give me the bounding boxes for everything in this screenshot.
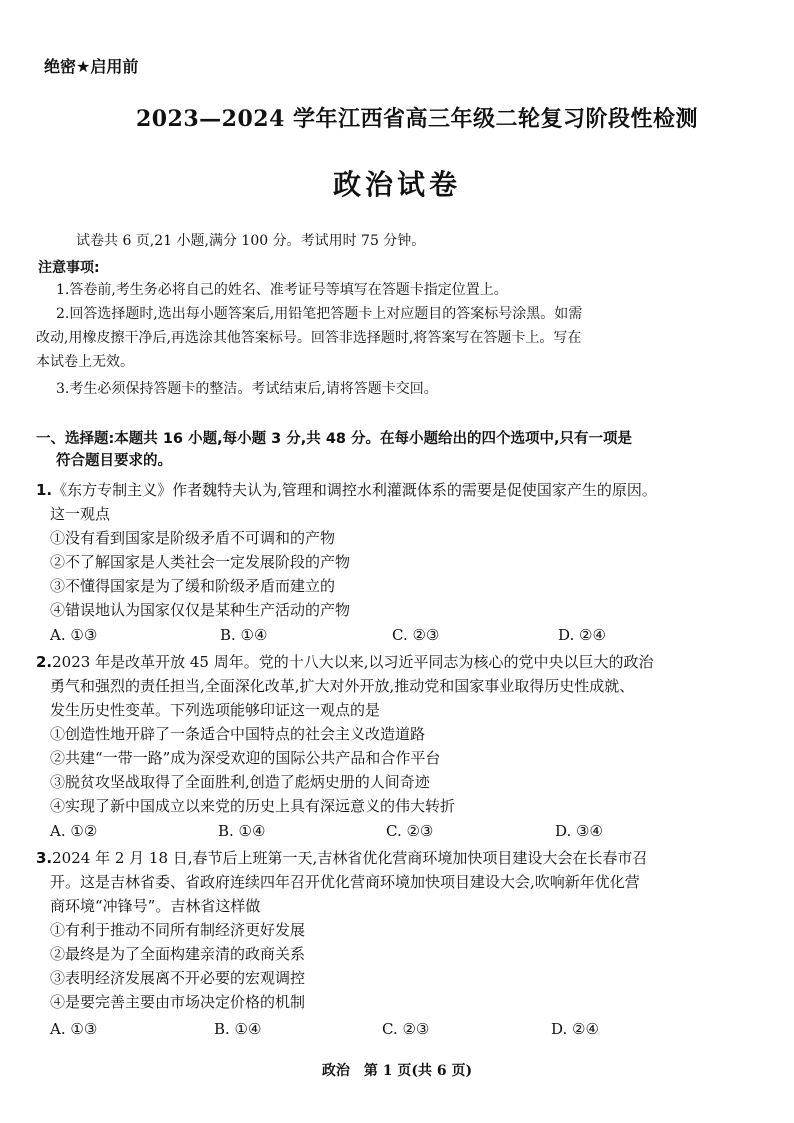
question-2-stem-line-3: 发生历史性变革。下列选项能够印证这一观点的是	[50, 701, 381, 719]
question-1-statement: ③不懂得国家是为了缓和阶级矛盾而建立的	[50, 577, 336, 595]
notice-heading: 注意事项:	[38, 260, 100, 276]
question-1-option-d: D. ②④	[558, 626, 606, 644]
question-1-option-b: B. ①④	[220, 626, 268, 644]
question-2-statement: ③脱贫攻坚战取得了全面胜利,创造了彪炳史册的人间奇迹	[50, 773, 430, 791]
question-3-option-c: C. ②③	[382, 1020, 430, 1038]
question-3-option-b: B. ①④	[214, 1020, 262, 1038]
notice-item-2-line-2: 改动,用橡皮擦干净后,再选涂其他答案标号。回答非选择题时,将答案写在答题卡上。写在	[36, 330, 582, 346]
question-3-stem-line-1: 3.2024 年 2 月 18 日,春节后上班第一天,吉林省优化营商环境加快项目建设大会在长春市召	[36, 849, 648, 867]
question-3-statement: ③表明经济发展离不开必要的宏观调控	[50, 969, 306, 987]
question-1-option-a: A. ①③	[50, 626, 98, 644]
question-2-option-a: A. ①②	[50, 822, 98, 840]
question-3-statement: ②最终是为了全面构建亲清的政商关系	[50, 945, 306, 963]
question-3-option-a: A. ①③	[50, 1020, 98, 1038]
question-3-statement: ①有利于推动不同所有制经济更好发展	[50, 921, 306, 939]
question-3-statement: ④是要完善主要由市场决定价格的机制	[50, 993, 306, 1011]
question-1-stem-line-1: 1.《东方专制主义》作者魏特夫认为,管理和调控水利灌溉体系的需要是促使国家产生的原因。	[36, 481, 657, 499]
confidential-mark: 绝密★启用前	[44, 57, 139, 76]
question-2-option-d: D. ③④	[555, 822, 603, 840]
question-number: 1.	[36, 481, 53, 499]
question-1-statement: ①没有看到国家是阶级矛盾不可调和的产物	[50, 529, 336, 547]
subject-title: 政治试卷	[332, 168, 461, 201]
question-1-statement: ④错误地认为国家仅仅是某种生产活动的产物	[50, 601, 351, 619]
section-heading-line-2: 符合题目要求的。	[56, 453, 172, 469]
section-heading-line-1: 一、选择题:本题共 16 小题,每小题 3 分,共 48 分。在每小题给出的四个选项中,只有一项是	[36, 431, 633, 447]
question-number: 3.	[36, 849, 53, 867]
question-3-stem-line-3: 商环境“冲锋号”。吉林省这样做	[50, 897, 261, 915]
question-2-statement: ①创造性地开辟了一条适合中国特点的社会主义改造道路	[50, 725, 426, 743]
question-2-stem-line-2: 勇气和强烈的责任担当,全面深化改革,扩大对外开放,推动党和国家事业取得历史性成就、	[50, 677, 635, 695]
question-1-statement: ②不了解国家是人类社会一定发展阶段的产物	[50, 553, 351, 571]
question-2-option-b: B. ①④	[218, 822, 266, 840]
notice-item-2-line-3: 本试卷上无效。	[36, 354, 134, 370]
exam-title: 2023—2024 学年江西省高三年级二轮复习阶段性检测	[135, 106, 699, 132]
notice-item-2-line-1: 2.回答选择题时,选出每小题答案后,用铅笔把答题卡上对应题目的答案标号涂黑。如需	[56, 306, 583, 322]
notice-item-1: 1.答卷前,考生务必将自己的姓名、准考证号等填写在答题卡指定位置上。	[56, 282, 508, 298]
question-3-stem-line-2: 开。这是吉林省委、省政府连续四年召开优化营商环境加快项目建设大会,吹响新年优化营	[50, 873, 640, 891]
question-1-stem-line-2: 这一观点	[50, 505, 111, 523]
section-heading	[36, 428, 716, 472]
question-2-statement: ②共建“一带一路”成为深受欢迎的国际公共产品和合作平台	[50, 749, 441, 767]
exam-info: 试卷共 6 页,21 小题,满分 100 分。考试用时 75 分钟。	[76, 233, 426, 249]
notice-item-3: 3.考生必须保持答题卡的整洁。考试结束后,请将答题卡交回。	[56, 381, 438, 397]
question-1-option-c: C. ②③	[392, 626, 440, 644]
page-footer: 政治 第 1 页(共 6 页)	[321, 1063, 473, 1079]
question-2-statement: ④实现了新中国成立以来党的历史上具有深远意义的伟大转折	[50, 797, 456, 815]
question-3-option-d: D. ②④	[551, 1020, 599, 1038]
question-number: 2.	[36, 653, 53, 671]
question-2-stem-line-1: 2.2023 年是改革开放 45 周年。党的十八大以来,以习近平同志为核心的党中央以巨大的政治	[36, 653, 654, 671]
question-2-option-c: C. ②③	[386, 822, 434, 840]
